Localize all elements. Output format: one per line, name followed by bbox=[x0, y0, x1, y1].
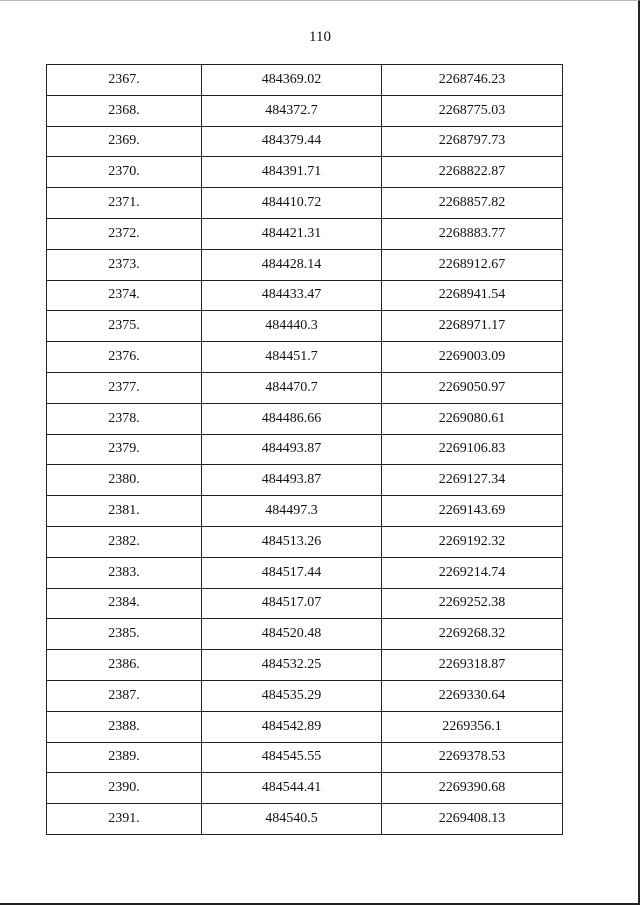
table-row bbox=[47, 434, 563, 465]
x-coordinate-cell: 484544.41 bbox=[202, 773, 382, 804]
x-coordinate-cell: 484493.87 bbox=[202, 434, 382, 465]
y-coordinate-cell: 2269143.69 bbox=[382, 496, 563, 527]
point-number-cell: 2371. bbox=[47, 188, 202, 219]
table-row bbox=[47, 280, 563, 311]
point-number-cell: 2367. bbox=[47, 65, 202, 96]
point-number-cell: 2385. bbox=[47, 619, 202, 650]
coordinates-table-body bbox=[47, 65, 563, 835]
x-coordinate-cell: 484542.89 bbox=[202, 711, 382, 742]
point-number-cell: 2380. bbox=[47, 465, 202, 496]
x-coordinate-cell: 484428.14 bbox=[202, 249, 382, 280]
point-number-cell: 2375. bbox=[47, 311, 202, 342]
point-number-cell: 2377. bbox=[47, 372, 202, 403]
table-row bbox=[47, 650, 563, 681]
x-coordinate-cell: 484421.31 bbox=[202, 218, 382, 249]
point-number-cell: 2391. bbox=[47, 804, 202, 835]
table-row bbox=[47, 804, 563, 835]
y-coordinate-cell: 2269080.61 bbox=[382, 403, 563, 434]
y-coordinate-cell: 2269390.68 bbox=[382, 773, 563, 804]
x-coordinate-cell: 484451.7 bbox=[202, 342, 382, 373]
table-row bbox=[47, 588, 563, 619]
x-coordinate-cell: 484379.44 bbox=[202, 126, 382, 157]
table-row bbox=[47, 619, 563, 650]
point-number-cell: 2372. bbox=[47, 218, 202, 249]
point-number-cell: 2370. bbox=[47, 157, 202, 188]
y-coordinate-cell: 2269356.1 bbox=[382, 711, 563, 742]
table-row bbox=[47, 742, 563, 773]
y-coordinate-cell: 2268941.54 bbox=[382, 280, 563, 311]
y-coordinate-cell: 2269127.34 bbox=[382, 465, 563, 496]
point-number-cell: 2381. bbox=[47, 496, 202, 527]
y-coordinate-cell: 2268797.73 bbox=[382, 126, 563, 157]
y-coordinate-cell: 2268971.17 bbox=[382, 311, 563, 342]
y-coordinate-cell: 2269408.13 bbox=[382, 804, 563, 835]
x-coordinate-cell: 484440.3 bbox=[202, 311, 382, 342]
point-number-cell: 2368. bbox=[47, 95, 202, 126]
table-row bbox=[47, 126, 563, 157]
table-row bbox=[47, 711, 563, 742]
y-coordinate-cell: 2269106.83 bbox=[382, 434, 563, 465]
point-number-cell: 2373. bbox=[47, 249, 202, 280]
x-coordinate-cell: 484372.7 bbox=[202, 95, 382, 126]
x-coordinate-cell: 484540.5 bbox=[202, 804, 382, 835]
x-coordinate-cell: 484517.07 bbox=[202, 588, 382, 619]
table-row bbox=[47, 342, 563, 373]
x-coordinate-cell: 484493.87 bbox=[202, 465, 382, 496]
x-coordinate-cell: 484497.3 bbox=[202, 496, 382, 527]
table-row bbox=[47, 65, 563, 96]
y-coordinate-cell: 2269050.97 bbox=[382, 372, 563, 403]
y-coordinate-cell: 2269003.09 bbox=[382, 342, 563, 373]
x-coordinate-cell: 484410.72 bbox=[202, 188, 382, 219]
point-number-cell: 2390. bbox=[47, 773, 202, 804]
point-number-cell: 2383. bbox=[47, 557, 202, 588]
point-number-cell: 2386. bbox=[47, 650, 202, 681]
y-coordinate-cell: 2269318.87 bbox=[382, 650, 563, 681]
point-number-cell: 2376. bbox=[47, 342, 202, 373]
x-coordinate-cell: 484520.48 bbox=[202, 619, 382, 650]
y-coordinate-cell: 2268746.23 bbox=[382, 65, 563, 96]
table-row bbox=[47, 157, 563, 188]
point-number-cell: 2374. bbox=[47, 280, 202, 311]
table-row bbox=[47, 773, 563, 804]
point-number-cell: 2389. bbox=[47, 742, 202, 773]
table-row bbox=[47, 218, 563, 249]
table-row bbox=[47, 403, 563, 434]
x-coordinate-cell: 484535.29 bbox=[202, 680, 382, 711]
table-row bbox=[47, 465, 563, 496]
y-coordinate-cell: 2269378.53 bbox=[382, 742, 563, 773]
x-coordinate-cell: 484545.55 bbox=[202, 742, 382, 773]
y-coordinate-cell: 2269330.64 bbox=[382, 680, 563, 711]
x-coordinate-cell: 484517.44 bbox=[202, 557, 382, 588]
point-number-cell: 2382. bbox=[47, 526, 202, 557]
point-number-cell: 2369. bbox=[47, 126, 202, 157]
table-row bbox=[47, 526, 563, 557]
x-coordinate-cell: 484391.71 bbox=[202, 157, 382, 188]
x-coordinate-cell: 484470.7 bbox=[202, 372, 382, 403]
x-coordinate-cell: 484433.47 bbox=[202, 280, 382, 311]
y-coordinate-cell: 2268857.82 bbox=[382, 188, 563, 219]
y-coordinate-cell: 2268883.77 bbox=[382, 218, 563, 249]
x-coordinate-cell: 484532.25 bbox=[202, 650, 382, 681]
table-row bbox=[47, 557, 563, 588]
point-number-cell: 2378. bbox=[47, 403, 202, 434]
table-row bbox=[47, 372, 563, 403]
y-coordinate-cell: 2268912.67 bbox=[382, 249, 563, 280]
point-number-cell: 2379. bbox=[47, 434, 202, 465]
point-number-cell: 2387. bbox=[47, 680, 202, 711]
table-row bbox=[47, 188, 563, 219]
table-row bbox=[47, 496, 563, 527]
x-coordinate-cell: 484486.66 bbox=[202, 403, 382, 434]
page-number: 110 bbox=[309, 29, 331, 45]
y-coordinate-cell: 2268822.87 bbox=[382, 157, 563, 188]
y-coordinate-cell: 2269268.32 bbox=[382, 619, 563, 650]
point-number-cell: 2388. bbox=[47, 711, 202, 742]
y-coordinate-cell: 2269192.32 bbox=[382, 526, 563, 557]
coordinates-table bbox=[46, 64, 563, 835]
x-coordinate-cell: 484513.26 bbox=[202, 526, 382, 557]
point-number-cell: 2384. bbox=[47, 588, 202, 619]
table-row bbox=[47, 249, 563, 280]
y-coordinate-cell: 2268775.03 bbox=[382, 95, 563, 126]
table-row bbox=[47, 311, 563, 342]
y-coordinate-cell: 2269252.38 bbox=[382, 588, 563, 619]
x-coordinate-cell: 484369.02 bbox=[202, 65, 382, 96]
y-coordinate-cell: 2269214.74 bbox=[382, 557, 563, 588]
table-row bbox=[47, 680, 563, 711]
table-row bbox=[47, 95, 563, 126]
